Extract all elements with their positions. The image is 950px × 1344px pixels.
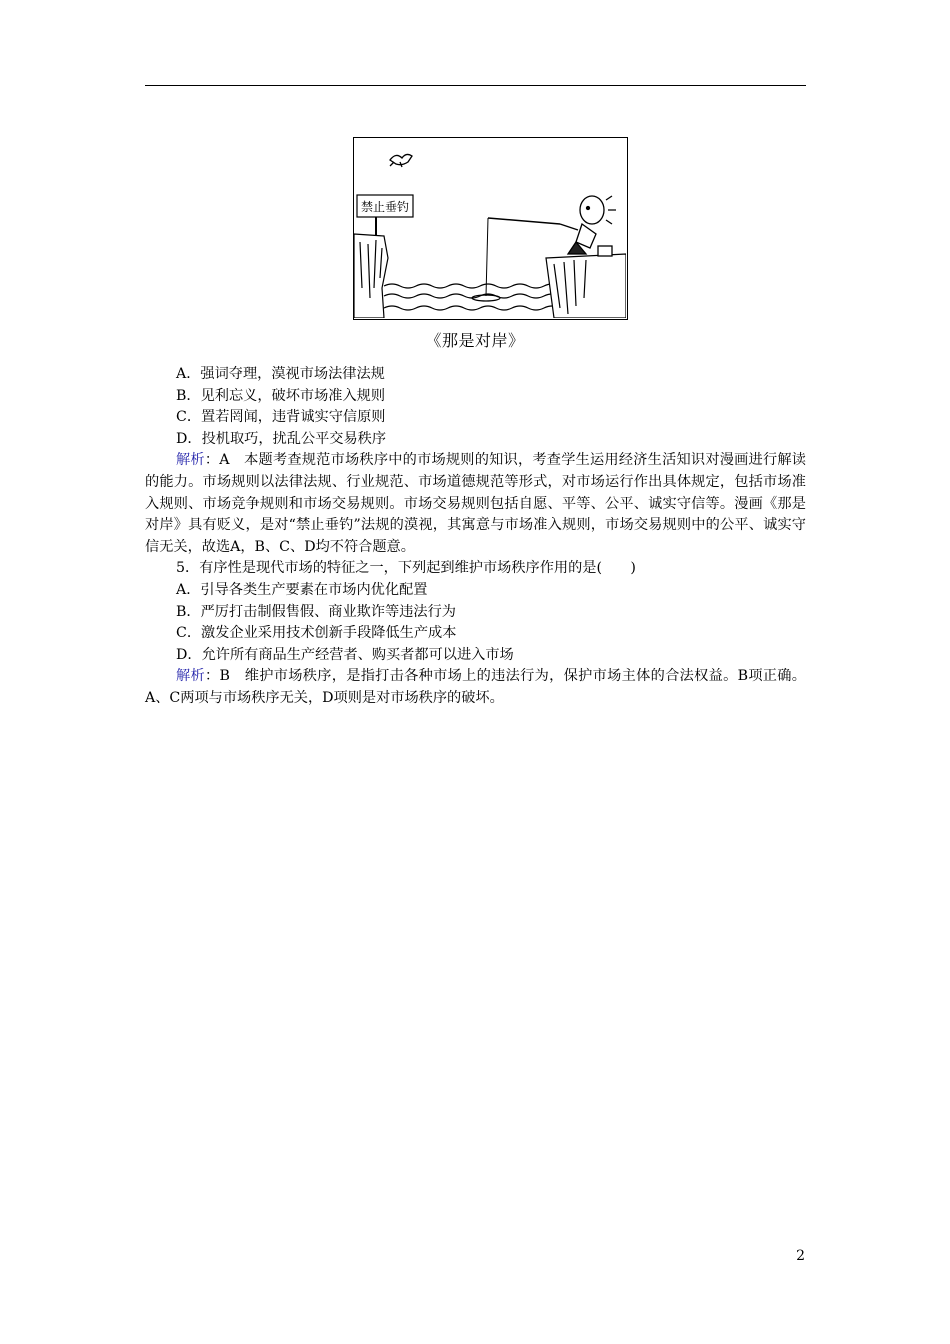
fisherman (560, 196, 616, 256)
q4-option-b: B．见利忘义，破坏市场准入规则 (176, 387, 386, 404)
q5-stem: 5．有序性是现代市场的特征之一，下列起到维护市场秩序作用的是( ) (176, 560, 636, 577)
q5-option-a: A．引导各类生产要素在市场内优化配置 (176, 581, 428, 598)
q4-analysis (145, 450, 806, 558)
analysis-label: 解析 (176, 668, 205, 685)
q5-option-c: C．激发企业采用技术创新手段降低生产成本 (176, 625, 457, 642)
fishing-cartoon-illustration (354, 138, 626, 318)
right-cliff (546, 254, 626, 318)
fishing-rod (488, 218, 560, 224)
question-content (145, 364, 806, 710)
left-cliff (354, 234, 388, 318)
analysis-label: 解析 (176, 452, 205, 469)
q5-analysis (145, 666, 806, 709)
page-number: 2 (796, 1248, 805, 1264)
q4-option-d: D．投机取巧，扰乱公平交易秩序 (176, 430, 387, 447)
analysis-text: ：B 维护市场秩序，是指打击各种市场上的违法行为，保护市场主体的合法权益。B项正确。A、C两项与市场秩序无关，D项则是对市场秩序的破坏。 (145, 668, 806, 706)
bird-icon (390, 154, 412, 167)
analysis-text: ：A 本题考查规范市场秩序中的市场规则的知识，考查学生运用经济生活知识对漫画进行解读的能力。市场规则以法律法规、行业规范、市场道德规范等形式，对市场运行作出具体规定，包括市场准入规则、市场竞争规则和市场交易规则。市场交易规则包括自愿、平等、公平、诚实守信等。漫画《那是对岸》具有贬义，是对“禁止垂钓”法规的漠视，其寓意与市场准入规则，市场交易规则中的公平、诚实守信无关，故选A，B、C、D均不符合题意。 (145, 452, 806, 555)
q5-option-d: D．允许所有商品生产经营者、购买者都可以进入市场 (176, 646, 514, 663)
figure-caption: 《那是对岸》 (425, 331, 525, 350)
q4-option-a: A．强词夺理，漠视市场法律法规 (176, 366, 385, 382)
cartoon-figure (353, 137, 628, 320)
sign-text: 禁止垂钓 (360, 200, 410, 214)
q5-option-b: B．严厉打击制假售假、商业欺诈等违法行为 (176, 603, 456, 620)
header-rule (145, 85, 806, 86)
q4-option-c: C．置若罔闻，违背诚实守信原则 (176, 409, 386, 426)
